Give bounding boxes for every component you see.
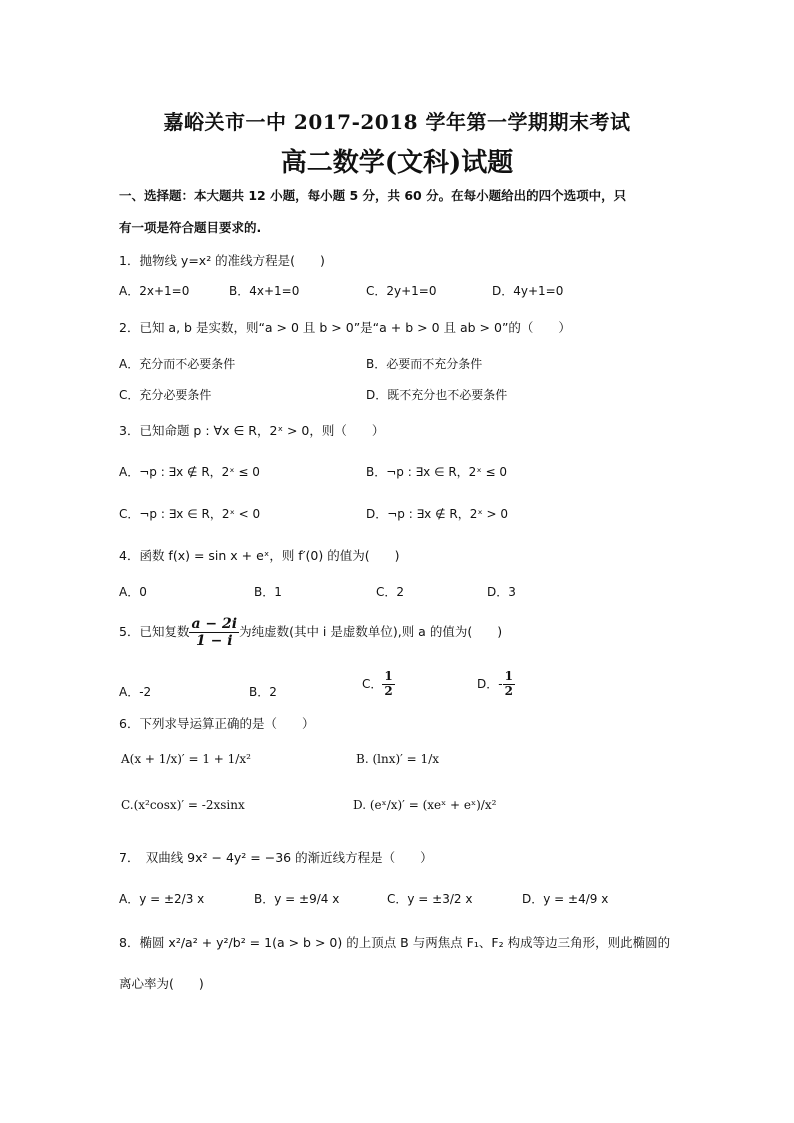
question-3-option-c: C．¬p : ∃x ∈ R，2ˣ < 0: [119, 507, 261, 521]
question-5-option-a: A．-2: [119, 685, 152, 699]
question-7-option-b: B．y = ±9/4 x: [254, 892, 340, 906]
question-7-option-d: D．y = ±4/9 x: [522, 892, 609, 906]
half-denominator: 2: [504, 683, 513, 698]
exam-title: 嘉峪关市一中 2017-2018 学年第一学期期末考试: [163, 110, 631, 134]
half-numerator: 1: [504, 669, 513, 683]
question-5-prefix: 5．已知复数: [119, 624, 190, 640]
section-heading-line2: 有一项是符合题目要求的.: [119, 220, 262, 235]
question-5-fraction-numerator: a − 2i: [191, 616, 238, 632]
half-denominator: 2: [384, 683, 393, 698]
question-5-stem: [119, 616, 502, 649]
question-6-option-a: A(x + 1/x)′ = 1 + 1/x²: [121, 752, 251, 766]
question-4-stem: 4．函数 f(x) = sin x + eˣ，则 f′(0) 的值为( ): [119, 548, 400, 563]
question-5-option-d: [477, 670, 515, 699]
question-3-option-b: B．¬p : ∃x ∈ R，2ˣ ≤ 0: [366, 465, 507, 479]
question-6-option-d: D. (eˣ/x)′ = (xeˣ + eˣ)/x²: [353, 798, 497, 812]
question-2-option-a: A．充分而不必要条件: [119, 357, 236, 371]
question-1-stem: 1．抛物线 y=x² 的准线方程是( ): [119, 253, 325, 268]
question-2-option-b: B．必要而不充分条件: [366, 357, 483, 371]
question-1-option-b: B．4x+1=0: [229, 284, 300, 298]
question-5-fraction: [189, 616, 239, 649]
question-1-option-d: D．4y+1=0: [492, 284, 564, 298]
question-5-suffix: 为纯虚数(其中 i 是虚数单位),则 a 的值为( ): [239, 624, 503, 640]
question-5-option-d-fraction: [503, 670, 515, 699]
question-3-stem: 3．已知命题 p : ∀x ∈ R，2ˣ > 0，则（ ）: [119, 423, 385, 438]
question-5-option-b: B．2: [249, 685, 277, 699]
question-8-stem-line2: 离心率为( ): [119, 976, 204, 991]
question-2-option-c: C．充分必要条件: [119, 388, 212, 402]
question-2-option-d: D．既不充分也不必要条件: [366, 388, 508, 402]
question-6-option-b: B. (lnx)′ = 1/x: [356, 752, 439, 766]
question-5-option-c-label: C．: [362, 676, 383, 691]
question-7-stem: 7． 双曲线 9x² − 4y² = −36 的渐近线方程是（ ）: [119, 850, 433, 865]
question-5-option-d-label: D．-: [477, 676, 503, 691]
question-7-option-a: A．y = ±2/3 x: [119, 892, 205, 906]
question-6-stem: 6．下列求导运算正确的是（ ）: [119, 716, 315, 731]
question-6-option-c: C.(x²cosx)′ = -2xsinx: [121, 798, 245, 812]
question-7-option-c: C．y = ±3/2 x: [387, 892, 473, 906]
question-3-option-a: A．¬p : ∃x ∉ R，2ˣ ≤ 0: [119, 465, 260, 479]
question-4-option-d: D．3: [487, 585, 516, 599]
exam-subtitle: 高二数学(文科)试题: [280, 148, 514, 178]
question-1-option-a: A．2x+1=0: [119, 284, 190, 298]
question-5-option-c: [362, 670, 395, 699]
question-4-option-b: B．1: [254, 585, 282, 599]
section-heading-line1: 一、选择题：本大题共 12 小题，每小题 5 分，共 60 分。在每小题给出的四个选项中，只: [119, 188, 627, 203]
question-5-option-c-fraction: [382, 670, 394, 699]
question-3-option-d: D．¬p : ∃x ∉ R，2ˣ > 0: [366, 507, 508, 521]
question-4-option-c: C．2: [376, 585, 405, 599]
question-5-fraction-denominator: 1 − i: [195, 633, 233, 650]
question-1-option-c: C．2y+1=0: [366, 284, 437, 298]
question-8-stem: 8．椭圆 x²/a² + y²/b² = 1(a > b > 0) 的上顶点 B 与两焦点 F₁、F₂ 构成等边三角形，则此椭圆的: [119, 935, 671, 950]
question-4-option-a: A．0: [119, 585, 147, 599]
question-2-stem: 2．已知 a, b 是实数，则“a > 0 且 b > 0”是“a + b > 0 且 ab > 0”的（ ）: [119, 320, 571, 335]
half-numerator: 1: [384, 669, 393, 683]
